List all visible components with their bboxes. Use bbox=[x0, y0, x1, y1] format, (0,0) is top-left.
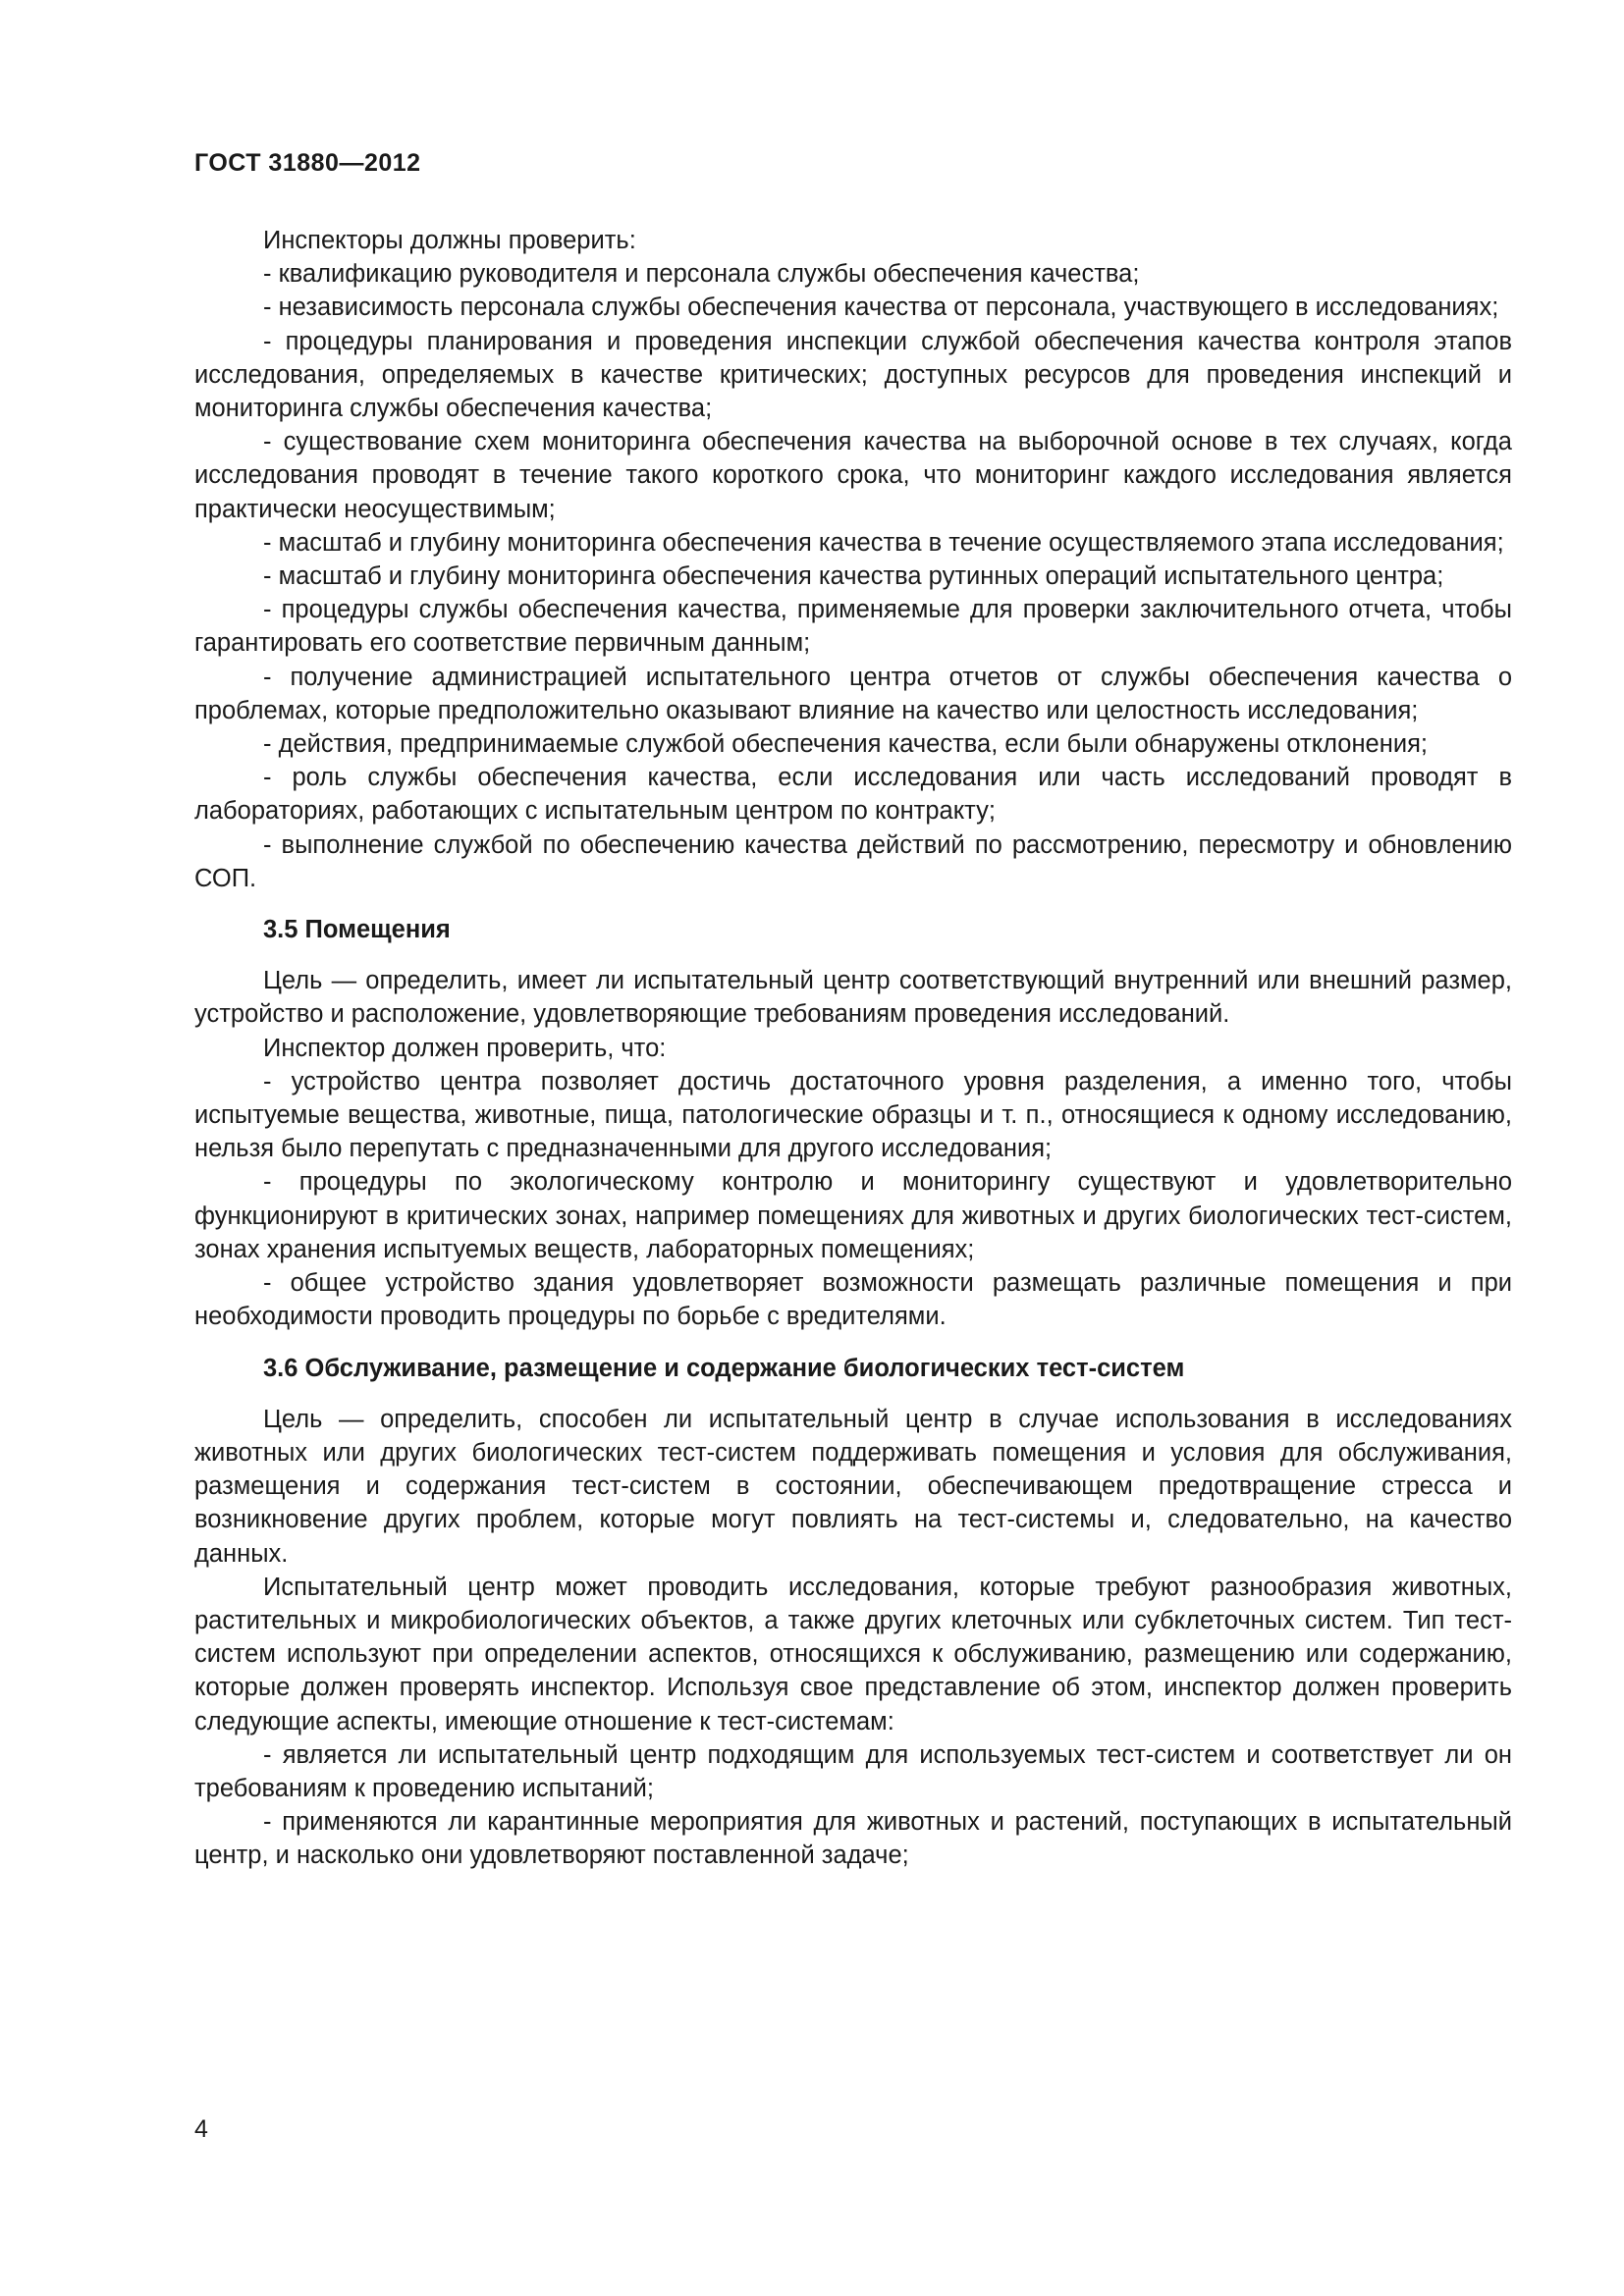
intro-list-item: - выполнение службой по обеспечению качества действий по рассмотрению, пересмотру и обновлению СОП. bbox=[194, 830, 1512, 892]
section-3-6-list-item: - является ли испытательный центр подходящим для используемых тест-систем и соответствует ли он требованиям к проведению испытаний; bbox=[194, 1740, 1512, 1802]
section-3-6-list-item: - применяются ли карантинные мероприятия для животных и растений, поступающих в испытательный центр, и насколько они удовлетворяют поставленной задаче; bbox=[194, 1808, 1512, 1870]
intro-list-item: - процедуры службы обеспечения качества, применяемые для проверки заключительного отчета, чтобы гарантировать его соответствие первичным данным; bbox=[194, 596, 1512, 658]
document-code-header: ГОСТ 31880—2012 bbox=[194, 149, 421, 177]
section-3-5-list-item: - общее устройство здания удовлетворяет возможности размещать различные помещения и при необходимости проводить процедуры по борьбе с вредителями. bbox=[194, 1269, 1512, 1331]
intro-list-item: - действия, предпринимаемые службой обеспечения качества, если были обнаружены отклонения; bbox=[263, 730, 1428, 759]
section-3-5-list-item: - процедуры по экологическому контролю и мониторингу существуют и удовлетворительно функционируют в критических зонах, например помещениях для животных и других биологических тест-систем, зонах хранения испытуемых веществ, лабораторных помещениях; bbox=[194, 1168, 1512, 1263]
section-3-5-lead: Инспектор должен проверить, что: bbox=[263, 1034, 667, 1062]
intro-list-item: - процедуры планирования и проведения инспекции службой обеспечения качества контроля этапов исследования, определяемых в качестве критических; доступных ресурсов для проведения инспекций и мониторинга службы обеспечения качества; bbox=[194, 327, 1512, 423]
intro-list-item: - получение администрацией испытательного центра отчетов от службы обеспечения качества о проблемах, которые предположительно оказывают влияние на качество или целостность исследования; bbox=[194, 663, 1512, 724]
intro-list-item: - масштаб и глубину мониторинга обеспечения качества в течение осуществляемого этапа исследования; bbox=[263, 528, 1504, 557]
document-body bbox=[194, 224, 1512, 1873]
section-3-6-goal: Цель — определить, способен ли испытательный центр в случае использования в исследованиях животных или других биологических тест-систем поддерживать помещения и условия для обслуживания, размещения и содержания тест-систем в состоянии, обеспечивающем предотвращение стресса и возникновение других проблем, которые могут повлиять на тест-системы и, следовательно, на качество данных. bbox=[194, 1405, 1512, 1568]
section-3-5-goal: Цель — определить, имеет ли испытательный центр соответствующий внутренний или внешний размер, устройство и расположение, удовлетворяющие требованиям проведения исследований. bbox=[194, 967, 1512, 1029]
section-3-5-heading: 3.5 Помещения bbox=[263, 916, 451, 944]
section-3-5-list-item: - устройство центра позволяет достичь достаточного уровня разделения, а именно того, чтобы испытуемые вещества, животные, пища, патологические образцы и т. п., относящиеся к одному исследованию, нельзя было перепутать с предназначенными для другого исследования; bbox=[194, 1067, 1512, 1163]
page-number: 4 bbox=[194, 2115, 208, 2143]
section-3-6-body: Испытательный центр может проводить исследования, которые требуют разнообразия животных, растительных и микробиологических объектов, а также других клеточных или субклеточных систем. Тип тест-систем используют при определении аспектов, относящихся к обслуживанию, размещению или содержанию, которые должен проверять инспектор. Используя свое представление об этом, инспектор должен проверить следующие аспекты, имеющие отношение к тест-системам: bbox=[194, 1573, 1512, 1735]
intro-list-item: - роль службы обеспечения качества, если исследования или часть исследований проводят в лабораториях, работающих с испытательным центром по контракту; bbox=[194, 764, 1512, 826]
section-3-6-heading: 3.6 Обслуживание, размещение и содержание биологических тест-систем bbox=[263, 1354, 1185, 1382]
intro-list-item: - независимость персонала службы обеспечения качества от персонала, участвующего в исследованиях; bbox=[263, 294, 1499, 322]
intro-list-item: - квалификацию руководителя и персонала службы обеспечения качества; bbox=[263, 260, 1140, 289]
intro-lead: Инспекторы должны проверить: bbox=[263, 227, 636, 254]
intro-list-item: - масштаб и глубину мониторинга обеспечения качества рутинных операций испытательного центра; bbox=[263, 562, 1444, 591]
intro-list-item: - существование схем мониторинга обеспечения качества на выборочной основе в тех случаях, когда исследования проводят в течение такого короткого срока, что мониторинг каждого исследования является практически неосуществимым; bbox=[194, 428, 1512, 523]
